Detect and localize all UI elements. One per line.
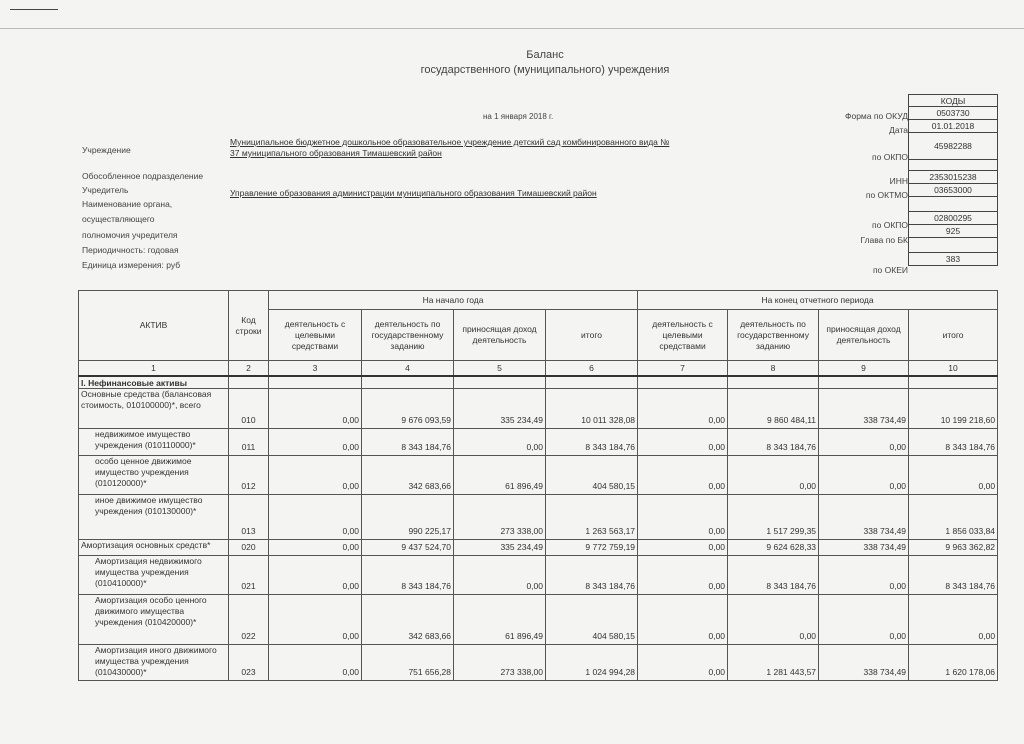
- value-cell: 751 656,28: [362, 645, 454, 681]
- row-name: Амортизация иного движимого имущества учреждения (010430000)*: [79, 645, 229, 681]
- okpo2-code: 02800295: [909, 212, 998, 225]
- value-cell: 0,00: [728, 595, 819, 645]
- row-code: 012: [229, 456, 269, 495]
- row-code: 023: [229, 645, 269, 681]
- column-number: 10: [909, 361, 998, 377]
- value-cell: 0,00: [454, 429, 546, 456]
- table-body: [79, 389, 998, 681]
- column-number: 6: [546, 361, 638, 377]
- doc-subtitle: государственного (муниципального) учреждения: [420, 64, 670, 76]
- founder-label: Учредитель: [82, 185, 129, 195]
- row-code: 013: [229, 495, 269, 540]
- codes-box: [908, 94, 998, 266]
- column-number: 1: [79, 361, 229, 377]
- value-cell: 342 683,66: [362, 456, 454, 495]
- row-code: 022: [229, 595, 269, 645]
- value-cell: 9 963 362,82: [909, 540, 998, 556]
- sub-assignment-start: деятельность по государственному заданию: [362, 310, 454, 361]
- value-cell: 8 343 184,76: [909, 556, 998, 595]
- inn-code: 2353015238: [909, 171, 998, 184]
- authority-label-3: полномочия учредителя: [82, 230, 178, 240]
- sub-income-end: приносящая доход деятельность: [819, 310, 909, 361]
- balance-table: [78, 290, 998, 681]
- subdivision-label: Обособленное подразделение: [82, 171, 204, 181]
- periodicity-label: Периодичность: годовая: [82, 245, 179, 255]
- value-cell: 338 734,49: [819, 645, 909, 681]
- sub-total-end: итого: [909, 310, 998, 361]
- column-number: 5: [454, 361, 546, 377]
- value-cell: 0,00: [269, 556, 362, 595]
- table-row: [79, 456, 998, 495]
- value-cell: 8 343 184,76: [546, 556, 638, 595]
- sub-targeted-start: деятельность с целевыми средствами: [269, 310, 362, 361]
- okud-code: 0503730: [909, 107, 998, 120]
- column-number: 3: [269, 361, 362, 377]
- value-cell: 338 734,49: [819, 389, 909, 429]
- row-code: 021: [229, 556, 269, 595]
- value-cell: 0,00: [269, 456, 362, 495]
- institution-name-line1: Муниципальное бюджетное дошкольное образовательное учреждение детский сад комбинированного вида №: [230, 137, 670, 147]
- column-number: 7: [638, 361, 728, 377]
- value-cell: 10 199 218,60: [909, 389, 998, 429]
- sub-assignment-end: деятельность по государственному заданию: [728, 310, 819, 361]
- column-numbers-row: [79, 361, 998, 377]
- value-cell: 0,00: [909, 595, 998, 645]
- table-row: [79, 595, 998, 645]
- report-date: на 1 января 2018 г.: [483, 112, 554, 121]
- table-row: [79, 556, 998, 595]
- okpo2-label: по ОКПО: [872, 220, 908, 230]
- value-cell: 1 024 994,28: [546, 645, 638, 681]
- value-cell: 335 234,49: [454, 540, 546, 556]
- value-cell: 0,00: [638, 556, 728, 595]
- value-cell: 0,00: [728, 456, 819, 495]
- value-cell: 0,00: [819, 556, 909, 595]
- row-name: Амортизация недвижимого имущества учреждения (010410000)*: [79, 556, 229, 595]
- okud-label: Форма по ОКУД: [845, 111, 908, 121]
- row-name: Амортизация основных средств*: [79, 540, 229, 556]
- institution-label: Учреждение: [82, 145, 131, 155]
- value-cell: 0,00: [909, 456, 998, 495]
- value-cell: 1 281 443,57: [728, 645, 819, 681]
- oktmo-code: 03653000: [909, 184, 998, 197]
- value-cell: 0,00: [638, 595, 728, 645]
- okei-code: 383: [909, 253, 998, 266]
- row-name: недвижимое имущество учреждения (010110000)*: [79, 429, 229, 456]
- authority-label-2: осуществляющего: [82, 214, 155, 224]
- value-cell: 0,00: [638, 540, 728, 556]
- glava-label: Глава по БК: [860, 235, 908, 245]
- col-code-header: Код строки: [229, 291, 269, 361]
- table-row: [79, 389, 998, 429]
- row-code: 010: [229, 389, 269, 429]
- value-cell: 0,00: [269, 595, 362, 645]
- section-title: I. Нефинансовые активы: [79, 376, 229, 389]
- blank-code-2: [909, 197, 998, 212]
- value-cell: 338 734,49: [819, 540, 909, 556]
- sub-income-start: приносящая доход деятельность: [454, 310, 546, 361]
- column-number: 2: [229, 361, 269, 377]
- date-code: 01.01.2018: [909, 120, 998, 133]
- value-cell: 1 263 563,17: [546, 495, 638, 540]
- doc-title: Баланс: [526, 49, 564, 61]
- value-cell: 8 343 184,76: [546, 429, 638, 456]
- value-cell: 990 225,17: [362, 495, 454, 540]
- value-cell: 273 338,00: [454, 645, 546, 681]
- col-aktiv-header: АКТИВ: [79, 291, 229, 361]
- founder-value: Управление образования администрации муниципального образования Тимашевский район: [230, 188, 597, 198]
- blank-code-1: [909, 160, 998, 171]
- value-cell: 0,00: [269, 389, 362, 429]
- okei-label: по ОКЕИ: [872, 265, 908, 275]
- value-cell: 0,00: [819, 429, 909, 456]
- column-number: 4: [362, 361, 454, 377]
- inn-label: ИНН: [889, 176, 908, 186]
- column-number: 9: [819, 361, 909, 377]
- value-cell: 9 624 628,33: [728, 540, 819, 556]
- section-row: [79, 376, 998, 389]
- group-end-header: На конец отчетного периода: [638, 291, 998, 310]
- sub-total-start: итого: [546, 310, 638, 361]
- value-cell: 0,00: [269, 540, 362, 556]
- date-label: Дата: [889, 125, 908, 135]
- value-cell: 61 896,49: [454, 456, 546, 495]
- row-code: 011: [229, 429, 269, 456]
- value-cell: 273 338,00: [454, 495, 546, 540]
- blank-code-3: [909, 238, 998, 253]
- value-cell: 0,00: [819, 456, 909, 495]
- row-name: Амортизация особо ценного движимого имущества учреждения (010420000)*: [79, 595, 229, 645]
- value-cell: 10 011 328,08: [546, 389, 638, 429]
- authority-label-1: Наименование органа,: [82, 199, 173, 209]
- value-cell: 342 683,66: [362, 595, 454, 645]
- value-cell: 0,00: [269, 429, 362, 456]
- column-number: 8: [728, 361, 819, 377]
- table-row: [79, 540, 998, 556]
- value-cell: 0,00: [638, 429, 728, 456]
- value-cell: 8 343 184,76: [728, 556, 819, 595]
- table-row: [79, 645, 998, 681]
- value-cell: 1 620 178,06: [909, 645, 998, 681]
- table-row: [79, 495, 998, 540]
- institution-name-line2: 37 муниципального образования Тимашевский район: [230, 148, 442, 158]
- value-cell: 8 343 184,76: [362, 429, 454, 456]
- oktmo-label: по ОКТМО: [865, 190, 908, 200]
- value-cell: 0,00: [454, 556, 546, 595]
- value-cell: 9 772 759,19: [546, 540, 638, 556]
- codes-header: КОДЫ: [909, 95, 998, 107]
- table-row: [79, 429, 998, 456]
- row-name: Основные средства (балансовая стоимость, 010100000)*, всего: [79, 389, 229, 429]
- value-cell: 0,00: [638, 495, 728, 540]
- value-cell: 9 860 484,11: [728, 389, 819, 429]
- value-cell: 404 580,15: [546, 456, 638, 495]
- value-cell: 1 517 299,35: [728, 495, 819, 540]
- value-cell: 9 437 524,70: [362, 540, 454, 556]
- group-start-header: На начало года: [269, 291, 638, 310]
- value-cell: 0,00: [269, 645, 362, 681]
- value-cell: 404 580,15: [546, 595, 638, 645]
- value-cell: 8 343 184,76: [909, 429, 998, 456]
- row-name: особо ценное движимое имущество учреждения (010120000)*: [79, 456, 229, 495]
- value-cell: 0,00: [638, 456, 728, 495]
- scan-edge: [0, 28, 1024, 29]
- okpo-label: по ОКПО: [872, 152, 908, 162]
- value-cell: 0,00: [819, 595, 909, 645]
- value-cell: 61 896,49: [454, 595, 546, 645]
- value-cell: 338 734,49: [819, 495, 909, 540]
- sub-targeted-end: деятельность с целевыми средствами: [638, 310, 728, 361]
- value-cell: 0,00: [638, 389, 728, 429]
- row-code: 020: [229, 540, 269, 556]
- value-cell: 335 234,49: [454, 389, 546, 429]
- row-name: иное движимое имущество учреждения (010130000)*: [79, 495, 229, 540]
- value-cell: 8 343 184,76: [362, 556, 454, 595]
- value-cell: 1 856 033,84: [909, 495, 998, 540]
- scan-mark: [10, 9, 58, 10]
- glava-code: 925: [909, 225, 998, 238]
- value-cell: 0,00: [638, 645, 728, 681]
- value-cell: 9 676 093,59: [362, 389, 454, 429]
- value-cell: 8 343 184,76: [728, 429, 819, 456]
- unit-label: Единица измерения: руб: [82, 260, 181, 270]
- okpo-code: 45982288: [909, 133, 998, 160]
- value-cell: 0,00: [269, 495, 362, 540]
